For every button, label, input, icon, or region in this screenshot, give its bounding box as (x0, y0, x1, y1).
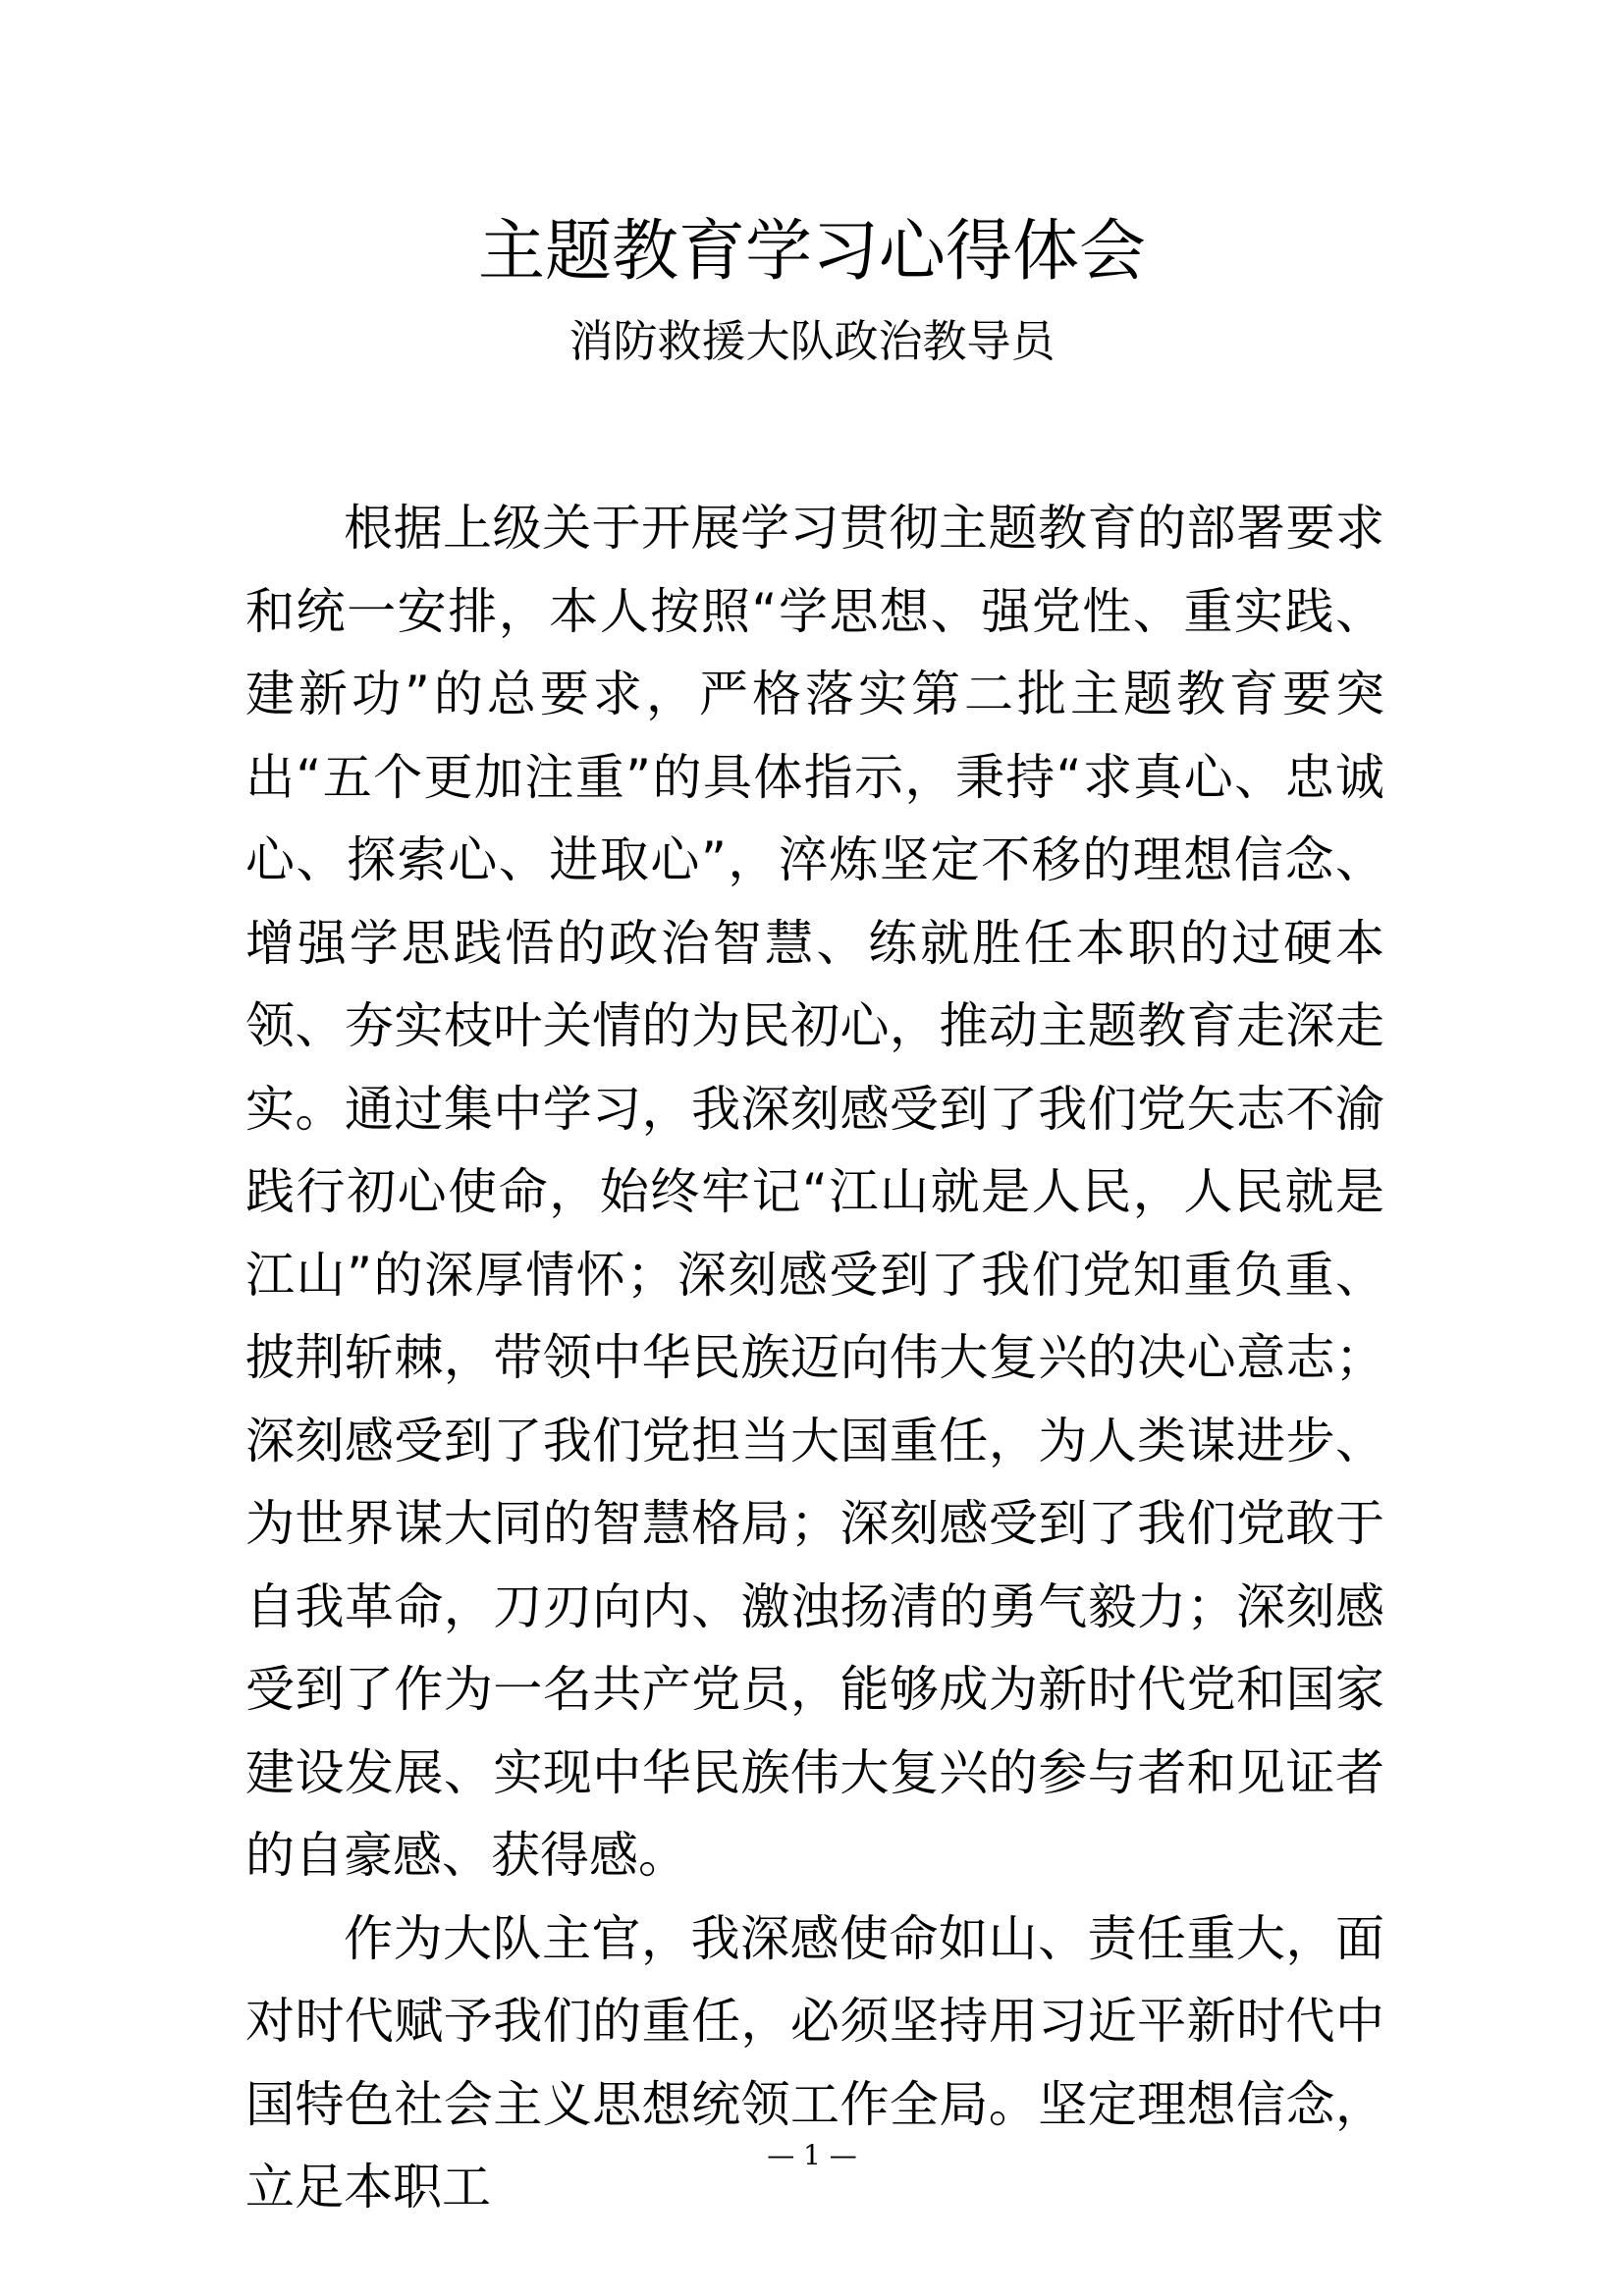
paragraph-1: 根据上级关于开展学习贯彻主题教育的部署要求和统一安排，本人按照“学思想、强党性、重实践、建新功”的总要求，严格落实第二批主题教育要突出“五个更加注重”的具体指示，秉持“求真心、忠诚心、探索心、进取心”，淬炼坚定不移的理想信念、增强学思践悟的政治智慧、练就胜任本职的过硬本领、夯实枝叶关情的为民初心，推动主题教育走深走实。通过集中学习，我深刻感受到了我们党矢志不渝践行初心使命，始终牢记“江山就是人民，人民就是江山”的深厚情怀；深刻感受到了我们党知重负重、披荆斩棘，带领中华民族迈向伟大复兴的决心意志；深刻感受到了我们党担当大国重任，为人类谋进步、为世界谋大同的智慧格局；深刻感受到了我们党敢于自我革命，刀刃向内、激浊扬清的勇气毅力；深刻感受到了作为一名共产党员，能够成为新时代党和国家建设发展、实现中华民族伟大复兴的参与者和见证者的自豪感、获得感。 (245, 500, 1384, 1884)
document-body (245, 487, 1384, 2229)
document-title: 主题教育学习心得体会 (477, 213, 1146, 291)
paragraph-2: 作为大队主官，我深感使命如山、责任重大，面对时代赋予我们的重任，必须坚持用习近平新时代中国特色社会主义思想统领工作全局。坚定理想信念，立足本职工 (245, 1909, 1384, 2216)
document-subtitle: 消防救援大队政治教导员 (568, 315, 1056, 367)
page-number: — 1 — (767, 2139, 857, 2171)
